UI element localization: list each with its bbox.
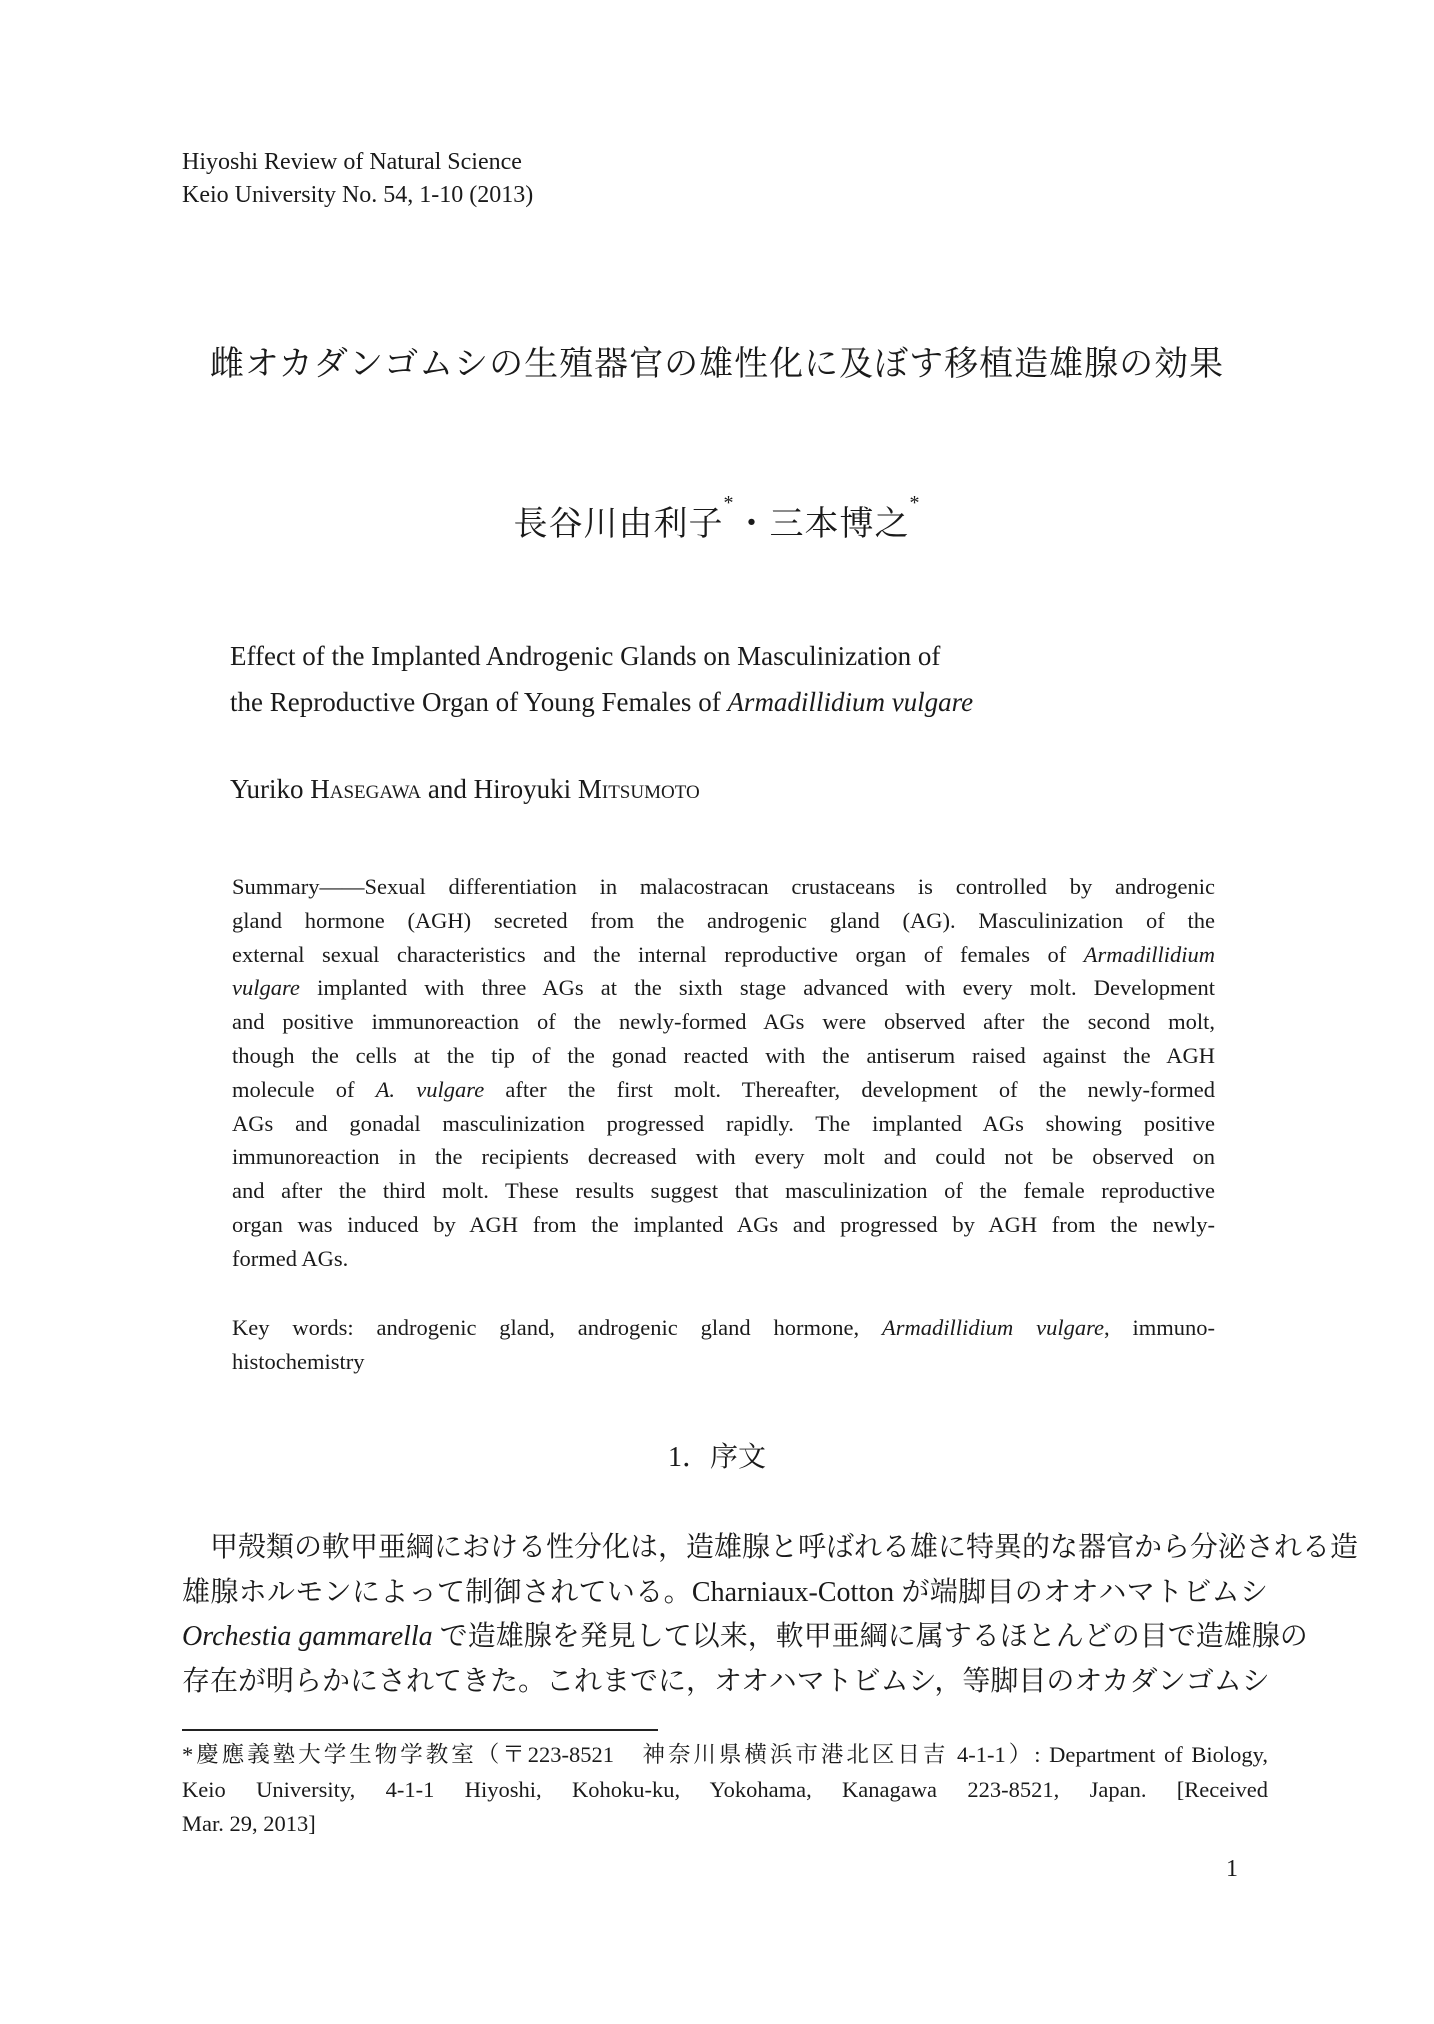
text: Key words: androgenic gland, androgenic gland hormone, [232,1315,882,1340]
body-text [182,1526,1359,1704]
journal-name: Hiyoshi Review of Natural Science [182,149,522,175]
species-name: Armadillidium vulgare [727,687,974,717]
species-name: Orchestia gammarella [182,1621,433,1652]
summary-line: formed AGs. [232,1245,349,1271]
body-line [182,1615,1308,1660]
body-line: 存在が明らかにされてきた。これまでに，オオハマトビムシ，等脚目のオカダンゴムシ [182,1665,1270,1697]
summary-line: gland hormone (AGH) secreted from the androgenic gland (AG). Masculinization of the [232,907,1215,933]
page-number: 1 [1226,1856,1238,1882]
text: after the first molt. Thereafter, development of the newly-formed [484,1076,1215,1102]
text: , immuno- [1104,1315,1215,1340]
footnote-divider [182,1729,658,1731]
author-1-first: Yuriko [230,774,311,804]
author-2: 三本博之 [769,506,910,543]
species-name: Armadillidium [1083,941,1215,967]
author-2-last: Mitsumoto [577,774,700,804]
title-japanese: 雌オカダンゴムシの生殖器官の雄性化に及ぼす移植造雄腺の効果 [209,346,1225,383]
affiliation-mark: * [723,492,735,514]
body-line: 雄腺ホルモンによって制御されている。Charniaux-Cotton が端脚目のオオハマトビムシ [182,1576,1268,1608]
title-text: the Reproductive Organ of Young Females of [230,687,728,717]
author-and: and [421,774,474,804]
keywords [232,1311,1215,1379]
summary-line: organ was induced by AGH from the implanted AGs and progressed by AGH from the newly- [232,1211,1215,1237]
footnote-line: *慶應義塾大学生物学教室（〒223-8521 神奈川県横浜市港北区日吉 4-1-1）: Department of Biology, [182,1742,1268,1767]
text: implanted with three AGs at the sixth stage advanced with every molt. Development [299,975,1215,1001]
footnote-line: Mar. 29, 2013] [182,1811,316,1836]
title-english-line2 [230,679,973,725]
summary-line: Summary——Sexual differentiation in malacostracan crustaceans is controlled by androgenic [232,874,1215,899]
author-1-last: Hasegawa [310,774,422,804]
keywords-line: histochemistry [232,1348,365,1374]
summary-line: though the cells at the tip of the gonad reacted with the antiserum raised against the AGH [232,1042,1215,1068]
text: で造雄腺を発見して以来，軟甲亜綱に属するほとんどの目で造雄腺の [432,1621,1308,1652]
authors-japanese [0,492,1434,545]
summary-line [232,971,1215,1005]
species-name: Armadillidium vulgare [881,1315,1104,1340]
species-name: vulgare [232,975,300,1001]
summary [232,870,1215,1276]
summary-line: immunoreaction in the recipients decreased with every molt and could not be observed on [232,1144,1215,1170]
species-name: A. vulgare [375,1076,485,1102]
journal-issue: Keio University No. 54, 1-10 (2013) [182,182,534,208]
footnote-line: Keio University, 4-1-1 Hiyoshi, Kohoku-ku, Yokohama, Kanagawa 223-8521, Japan. [Received [182,1776,1268,1802]
text: external sexual characteristics and the internal reproductive organ of females of [232,941,1084,967]
text: molecule of [232,1076,376,1102]
title-english [230,633,973,725]
title-english-line1: Effect of the Implanted Androgenic Glands on Masculinization of [230,641,941,671]
footnote [182,1738,1268,1842]
journal-header [182,146,533,212]
affiliation-mark: * [909,492,921,514]
summary-line [232,938,1215,972]
author-1: 長谷川由利子 [513,506,724,543]
summary-line: AGs and gonadal masculinization progressed rapidly. The implanted AGs showing positive [232,1110,1215,1136]
body-line: 甲殻類の軟甲亜綱における性分化は，造雄腺と呼ばれる雄に特異的な器官から分泌される造 [182,1532,1359,1563]
section-heading: 1．序文 [667,1442,766,1473]
authors-english [230,774,700,805]
summary-line: and after the third molt. These results suggest that masculinization of the female reproductive [232,1178,1215,1204]
summary-line: and positive immunoreaction of the newly-formed AGs were observed after the second molt, [232,1009,1215,1035]
keywords-line [232,1311,1215,1345]
author-2-first: Hiroyuki [473,774,578,804]
author-separator: ・ [734,506,770,543]
summary-line [232,1073,1215,1107]
